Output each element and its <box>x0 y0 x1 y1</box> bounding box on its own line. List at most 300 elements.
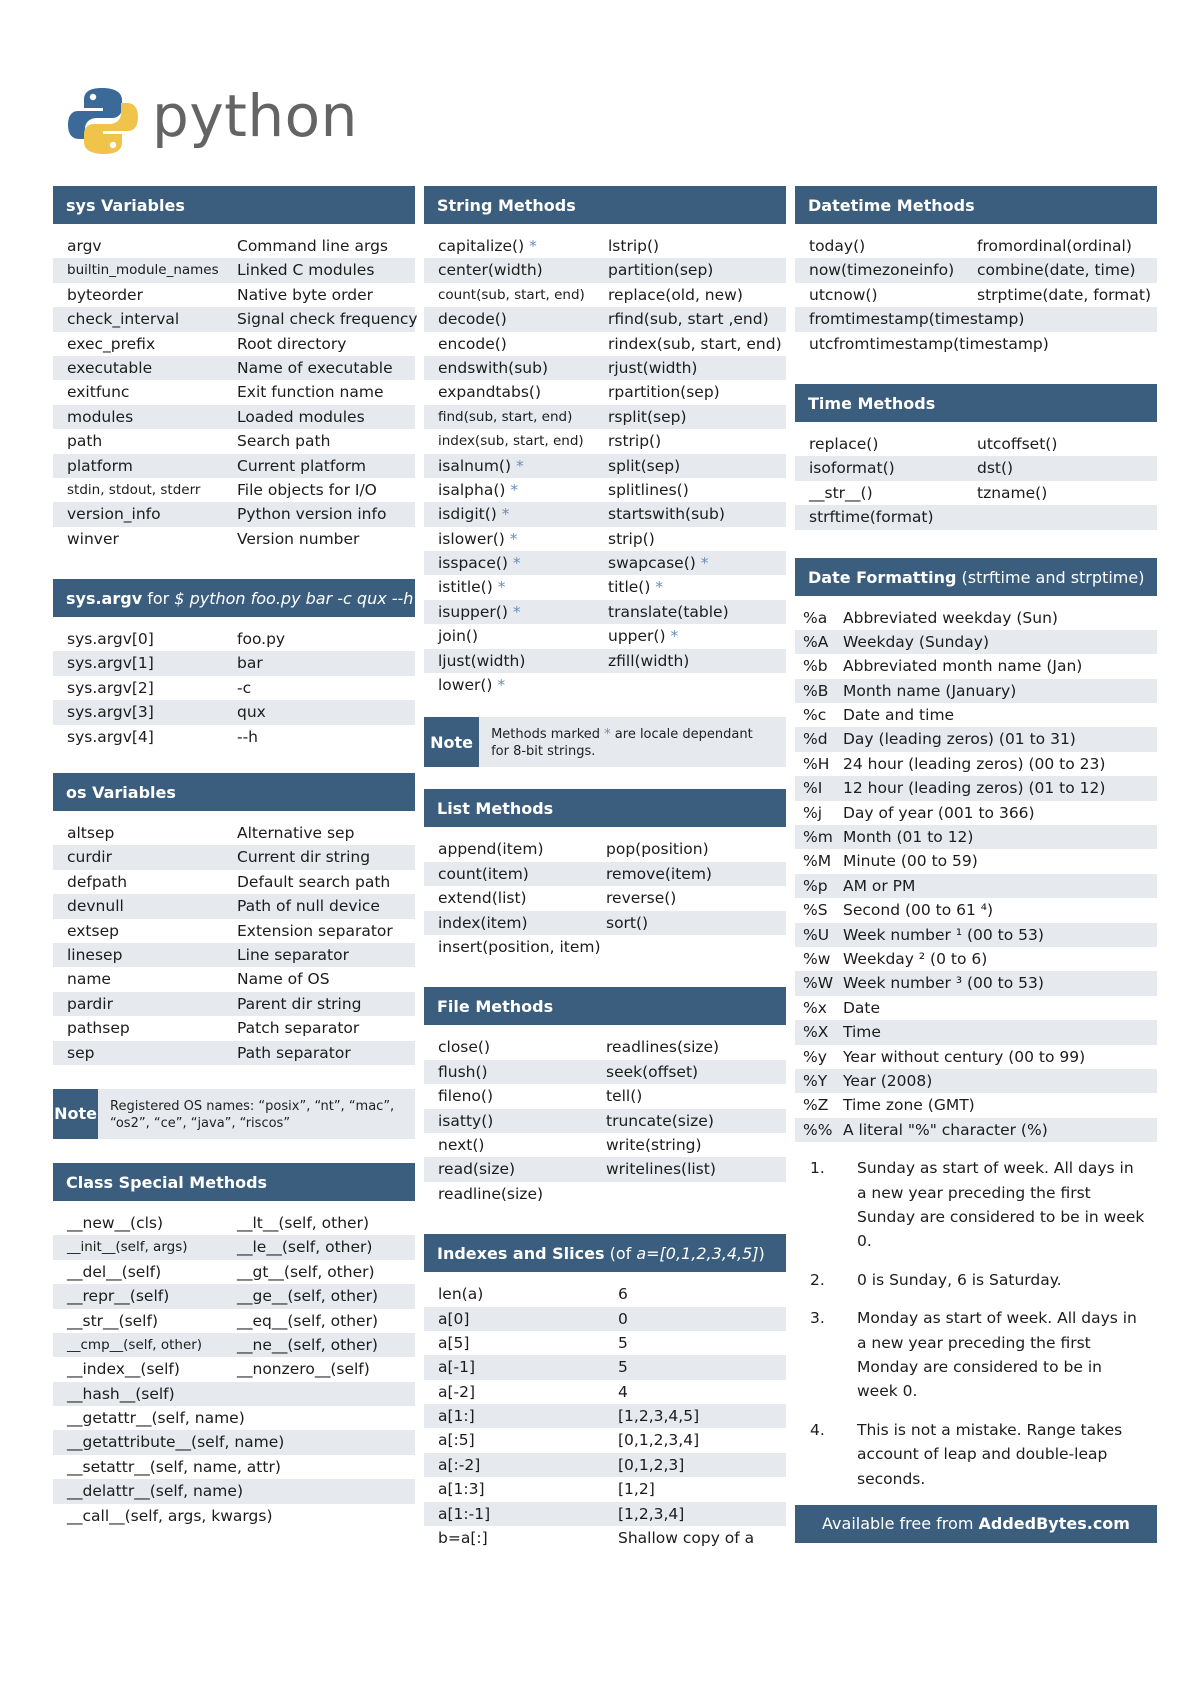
table-row <box>424 911 786 935</box>
table-row <box>795 307 1157 331</box>
row-value: A literal "%" character (%) <box>843 1120 1048 1139</box>
row-value: Name of OS <box>237 970 330 989</box>
row-value: Second (00 to 61 ⁴) <box>843 901 994 920</box>
row-value: 5 <box>618 1333 628 1352</box>
table-row <box>424 1282 786 1306</box>
table-row <box>795 898 1157 922</box>
row-key: index(item) <box>438 913 528 932</box>
table-row <box>424 649 786 673</box>
row-value: Time <box>843 1023 881 1042</box>
row-key: %% <box>803 1120 833 1139</box>
footnote-text: Monday as start of week. All days in a new year preceding the first Monday are considered to be in week 0. <box>857 1309 1137 1401</box>
row-key: sys.argv[2] <box>67 678 154 697</box>
indexes-table <box>424 1282 786 1550</box>
row-key: isalnum() * <box>438 456 524 475</box>
table-row <box>424 837 786 861</box>
table-row <box>53 894 415 918</box>
date-formatting-table <box>795 606 1157 1143</box>
class-methods-table <box>53 1211 415 1528</box>
header-italic: a=[0,1,2,3,4,5] <box>636 1244 759 1264</box>
list-methods-table <box>424 837 786 959</box>
table-row <box>424 429 786 453</box>
row-value: rjust(width) <box>608 358 698 377</box>
table-row <box>53 1041 415 1065</box>
row-value: write(string) <box>606 1135 702 1154</box>
table-row <box>53 234 415 258</box>
row-value: qux <box>237 703 266 722</box>
table-row <box>424 1355 786 1379</box>
footer-brand-link[interactable]: AddedBytes.com <box>978 1513 1130 1533</box>
row-value: translate(table) <box>608 602 729 621</box>
row-key: winver <box>67 529 119 548</box>
row-value: -c <box>237 678 252 697</box>
row-value: Abbreviated weekday (Sun) <box>843 608 1058 627</box>
row-key: %p <box>803 876 828 895</box>
row-value: rpartition(sep) <box>608 383 720 402</box>
footnote-text: 0 is Sunday, 6 is Saturday. <box>857 1270 1062 1289</box>
row-key: append(item) <box>438 840 544 859</box>
row-key: close() <box>438 1038 491 1057</box>
row-key: argv <box>67 237 102 255</box>
row-key: __getattribute__(self, name) <box>67 1433 285 1452</box>
row-key: today() <box>809 237 866 255</box>
row-value: Extension separator <box>237 921 393 940</box>
row-key: a[5] <box>438 1333 470 1352</box>
table-row <box>424 502 786 526</box>
table-row <box>424 1331 786 1355</box>
row-key: encode() <box>438 334 507 353</box>
table-row <box>424 1084 786 1108</box>
row-value: Day of year (001 to 366) <box>843 803 1035 822</box>
row-value: [0,1,2,3,4] <box>618 1431 700 1450</box>
row-key: islower() * <box>438 529 518 548</box>
table-row <box>795 505 1157 529</box>
row-key: a[0] <box>438 1309 470 1328</box>
row-value: Name of executable <box>237 358 393 377</box>
header-rest: (strftime and strptime) <box>956 567 1145 587</box>
row-value: 12 hour (leading zeros) (01 to 12) <box>843 779 1106 798</box>
table-row <box>424 673 786 697</box>
os-note <box>53 1089 415 1139</box>
row-key: %B <box>803 681 829 700</box>
row-key: sys.argv[4] <box>67 727 154 746</box>
row-value: strptime(date, format) <box>977 285 1151 304</box>
row-value: upper() * <box>608 627 679 646</box>
locale-star: * <box>510 480 519 499</box>
row-key: path <box>67 432 103 451</box>
row-value: foo.py <box>237 630 286 649</box>
table-row <box>795 727 1157 751</box>
table-row <box>795 258 1157 282</box>
logo-wordmark: python <box>152 82 358 150</box>
row-value: rfind(sub, start ,end) <box>608 310 769 329</box>
row-key: a[1:] <box>438 1407 475 1426</box>
row-value: Line separator <box>237 945 349 964</box>
row-key: istitle() * <box>438 578 506 597</box>
note-text: Methods marked * are locale dependant for 8-bit strings. <box>491 727 753 760</box>
row-key: __str__(self) <box>67 1311 158 1330</box>
row-key: extend(list) <box>438 889 527 908</box>
table-row <box>53 1333 415 1357</box>
table-row <box>424 886 786 910</box>
row-key: count(item) <box>438 864 529 883</box>
row-value: __gt__(self, other) <box>237 1262 375 1281</box>
row-value: title() * <box>608 578 664 597</box>
section-header: Time Methods <box>795 384 1157 422</box>
row-key: defpath <box>67 872 128 891</box>
header-rest: (of <box>604 1244 637 1264</box>
table-row <box>424 234 786 258</box>
section-header: sys Variables <box>53 186 415 224</box>
table-row <box>53 1235 415 1259</box>
row-key: read(size) <box>438 1160 516 1179</box>
row-key: version_info <box>67 505 161 524</box>
table-row <box>424 1477 786 1501</box>
table-row <box>795 825 1157 849</box>
table-row <box>53 1430 415 1454</box>
section-header: os Variables <box>53 773 415 811</box>
row-value: 6 <box>618 1285 628 1304</box>
row-key: join() <box>438 627 479 646</box>
row-value: Day (leading zeros) (01 to 31) <box>843 730 1076 749</box>
table-row <box>53 676 415 700</box>
sys-argv-section <box>53 579 415 749</box>
table-row <box>424 380 786 404</box>
row-value: replace(old, new) <box>608 285 743 304</box>
table-row <box>53 651 415 675</box>
table-row <box>424 575 786 599</box>
header-bold: Indexes and Slices <box>437 1244 605 1264</box>
row-key: __delattr__(self, name) <box>67 1482 243 1501</box>
table-row <box>795 606 1157 630</box>
row-key: %c <box>803 706 827 725</box>
os-variables-section <box>53 773 415 1065</box>
row-value: Current platform <box>237 456 367 475</box>
table-row <box>424 283 786 307</box>
row-key: pardir <box>67 994 113 1013</box>
locale-star: * <box>670 627 679 646</box>
row-key: executable <box>67 358 153 377</box>
row-value: lstrip() <box>608 237 660 255</box>
table-row <box>424 1526 786 1550</box>
table-row <box>424 356 786 380</box>
table-row <box>53 454 415 478</box>
row-key: sys.argv[1] <box>67 654 154 673</box>
row-value: Abbreviated month name (Jan) <box>843 657 1083 676</box>
locale-star: * <box>700 554 709 573</box>
row-key: a[:-2] <box>438 1455 481 1474</box>
footnote-text: Sunday as start of week. All days in a new year preceding the first Sunday are considered to be in week 0. <box>857 1159 1145 1251</box>
table-row <box>424 1109 786 1133</box>
row-value: Alternative sep <box>237 824 355 843</box>
row-value: 5 <box>618 1358 628 1377</box>
row-key: __init__(self, args) <box>67 1239 188 1256</box>
row-key: now(timezoneinfo) <box>809 261 955 280</box>
row-key: linesep <box>67 945 123 964</box>
row-value: Python version info <box>237 505 387 524</box>
table-row <box>424 1404 786 1428</box>
row-key: __cmp__(self, other) <box>67 1336 203 1353</box>
footnote <box>795 1306 1157 1404</box>
table-row <box>424 454 786 478</box>
row-key: __new__(cls) <box>67 1213 164 1232</box>
row-value: __le__(self, other) <box>237 1238 373 1257</box>
column-1 <box>53 186 418 1556</box>
row-key: __setattr__(self, name, attr) <box>67 1457 281 1476</box>
table-row <box>424 1133 786 1157</box>
row-key: %X <box>803 1023 829 1042</box>
locale-star: * <box>529 237 537 255</box>
row-value: dst() <box>977 459 1014 478</box>
locale-star: * <box>497 676 506 695</box>
table-row <box>424 1157 786 1181</box>
row-key: a[:5] <box>438 1431 475 1450</box>
row-key: %m <box>803 828 833 847</box>
header-italic: $ python foo.py bar -c qux --h <box>174 589 414 609</box>
table-row <box>53 943 415 967</box>
table-row <box>424 1035 786 1059</box>
row-key: center(width) <box>438 261 543 280</box>
row-value: seek(offset) <box>606 1062 699 1081</box>
header-rest: for <box>142 589 175 609</box>
row-value: Linked C modules <box>237 261 375 280</box>
footnote-number: 3. <box>810 1309 825 1328</box>
table-row <box>795 679 1157 703</box>
table-row <box>53 1382 415 1406</box>
table-row <box>53 821 415 845</box>
row-value: Native byte order <box>237 285 373 304</box>
row-value: zfill(width) <box>608 651 690 670</box>
locale-star: * <box>655 578 664 597</box>
table-row <box>795 332 1157 356</box>
locale-star: * <box>512 602 521 621</box>
row-key: index(sub, start, end) <box>438 433 584 450</box>
row-value: --h <box>237 727 259 746</box>
row-value: truncate(size) <box>606 1111 714 1130</box>
os-variables-table <box>53 821 415 1065</box>
footnote-number: 2. <box>810 1270 825 1289</box>
table-row <box>424 1182 786 1206</box>
row-key: exitfunc <box>67 383 130 402</box>
table-row <box>795 801 1157 825</box>
table-row <box>53 627 415 651</box>
locale-star: * <box>501 505 510 524</box>
table-row <box>53 919 415 943</box>
row-key: fromtimestamp(timestamp) <box>809 310 1025 329</box>
table-row <box>795 654 1157 678</box>
table-row <box>53 1357 415 1381</box>
string-methods-section <box>424 186 786 697</box>
row-key: altsep <box>67 824 115 843</box>
row-value: Parent dir string <box>237 994 362 1013</box>
footnote <box>795 1156 1157 1254</box>
row-key: a[1:3] <box>438 1480 485 1499</box>
row-key: %b <box>803 657 828 676</box>
table-row <box>424 1453 786 1477</box>
table-row <box>424 527 786 551</box>
table-row <box>424 600 786 624</box>
row-key: %y <box>803 1047 827 1066</box>
row-value: Current dir string <box>237 848 371 867</box>
class-methods-section <box>53 1163 415 1528</box>
python-logo <box>68 82 358 160</box>
table-row <box>424 307 786 331</box>
header-end: ) <box>758 1244 765 1264</box>
table-row <box>53 967 415 991</box>
row-value: rsplit(sep) <box>608 407 687 426</box>
table-row <box>53 870 415 894</box>
footnote-number: 4. <box>810 1420 825 1439</box>
python-snake-icon <box>68 86 138 156</box>
table-row <box>424 862 786 886</box>
row-value: Default search path <box>237 872 391 891</box>
table-row <box>795 481 1157 505</box>
table-row <box>424 1428 786 1452</box>
section-header <box>53 579 415 617</box>
footer-banner[interactable] <box>795 1505 1157 1543</box>
row-key: expandtabs() <box>438 383 542 402</box>
row-value: Year (2008) <box>843 1071 933 1090</box>
row-key: byteorder <box>67 285 143 304</box>
string-methods-table <box>424 234 786 697</box>
row-value: Root directory <box>237 334 347 353</box>
row-key: __hash__(self) <box>67 1384 175 1403</box>
table-row <box>795 849 1157 873</box>
row-key: utcfromtimestamp(timestamp) <box>809 334 1049 353</box>
row-key: exec_prefix <box>67 334 156 353</box>
row-key: name <box>67 970 111 989</box>
row-value: Path separator <box>237 1043 351 1062</box>
row-key: %A <box>803 632 829 651</box>
table-row <box>53 307 418 331</box>
row-key: endswith(sub) <box>438 358 548 377</box>
row-value: Weekday (Sunday) <box>843 632 989 651</box>
row-key: fileno() <box>438 1087 494 1106</box>
row-value: pop(position) <box>606 840 709 859</box>
table-row <box>53 1260 415 1284</box>
row-value: Year without century (00 to 99) <box>843 1047 1086 1066</box>
list-methods-section <box>424 789 786 959</box>
row-value: __ge__(self, other) <box>237 1287 378 1306</box>
row-key: __del__(self) <box>67 1262 162 1281</box>
row-value: rindex(sub, start, end) <box>608 334 782 353</box>
table-row <box>795 456 1157 480</box>
row-value: __nonzero__(self) <box>237 1360 370 1379</box>
section-header: List Methods <box>424 789 786 827</box>
row-key: sys.argv[3] <box>67 703 154 722</box>
column-2 <box>424 186 786 1578</box>
row-key: stdin, stdout, stderr <box>67 481 201 498</box>
row-key: %a <box>803 608 828 627</box>
row-value: combine(date, time) <box>977 261 1136 280</box>
table-row <box>53 405 415 429</box>
table-row <box>424 1502 786 1526</box>
row-value: AM or PM <box>843 876 916 895</box>
table-row <box>424 1380 786 1404</box>
section-header: Class Special Methods <box>53 1163 415 1201</box>
table-row <box>53 1284 415 1308</box>
row-key: isupper() * <box>438 602 521 621</box>
table-row <box>53 356 415 380</box>
table-row <box>795 1020 1157 1044</box>
row-key: decode() <box>438 310 507 329</box>
row-value: split(sep) <box>608 456 681 475</box>
row-value: Exit function name <box>237 383 384 402</box>
table-row <box>53 1455 415 1479</box>
table-row <box>424 624 786 648</box>
table-row <box>795 752 1157 776</box>
locale-note <box>424 717 786 767</box>
row-value: 4 <box>618 1382 628 1401</box>
row-value: Path of null device <box>237 897 380 916</box>
row-value: swapcase() * <box>608 554 709 573</box>
datetime-methods-section <box>795 186 1157 356</box>
table-row <box>53 700 415 724</box>
section-header: String Methods <box>424 186 786 224</box>
locale-star: * <box>497 578 506 597</box>
row-key: sep <box>67 1043 95 1062</box>
sys-variables-table <box>53 234 418 551</box>
table-row <box>795 1118 1157 1142</box>
row-key: modules <box>67 407 134 426</box>
table-row <box>53 332 415 356</box>
row-key: %Z <box>803 1096 829 1115</box>
table-row <box>53 1504 415 1528</box>
section-header: Datetime Methods <box>795 186 1157 224</box>
section-header: File Methods <box>424 987 786 1025</box>
row-key: isdigit() * <box>438 505 510 524</box>
table-row <box>795 234 1157 258</box>
row-key: a[-1] <box>438 1358 476 1377</box>
row-value: Weekday ² (0 to 6) <box>843 949 988 968</box>
row-value: [1,2] <box>618 1480 655 1499</box>
row-key: %x <box>803 998 827 1017</box>
row-value: Search path <box>237 432 331 451</box>
row-key: utcnow() <box>809 285 878 304</box>
table-row <box>53 845 415 869</box>
row-key: %w <box>803 949 831 968</box>
footnotes <box>795 1156 1157 1491</box>
row-value: __ne__(self, other) <box>237 1335 378 1354</box>
time-methods-table <box>795 432 1157 530</box>
table-row <box>53 283 415 307</box>
row-value: Time zone (GMT) <box>843 1096 975 1115</box>
row-key: pathsep <box>67 1019 130 1038</box>
row-value: Patch separator <box>237 1019 360 1038</box>
row-key: find(sub, start, end) <box>438 408 573 425</box>
table-row <box>795 1093 1157 1117</box>
row-value: readlines(size) <box>606 1038 720 1057</box>
table-row <box>424 1307 786 1331</box>
row-key: isatty() <box>438 1111 494 1130</box>
row-key: isoformat() <box>809 459 895 478</box>
row-key: __str__() <box>809 483 873 502</box>
row-key: a[-2] <box>438 1382 476 1401</box>
row-value: utcoffset() <box>977 434 1058 453</box>
row-value: writelines(list) <box>606 1160 716 1179</box>
row-key: flush() <box>438 1062 488 1081</box>
row-value: bar <box>237 654 263 673</box>
row-key: replace() <box>809 434 879 453</box>
table-row <box>424 478 786 502</box>
table-row <box>795 1045 1157 1069</box>
row-value: __eq__(self, other) <box>237 1311 378 1330</box>
table-row <box>795 703 1157 727</box>
footnote <box>795 1418 1157 1491</box>
table-row <box>53 478 415 502</box>
indexes-section <box>424 1234 786 1550</box>
section-header <box>424 1234 786 1272</box>
